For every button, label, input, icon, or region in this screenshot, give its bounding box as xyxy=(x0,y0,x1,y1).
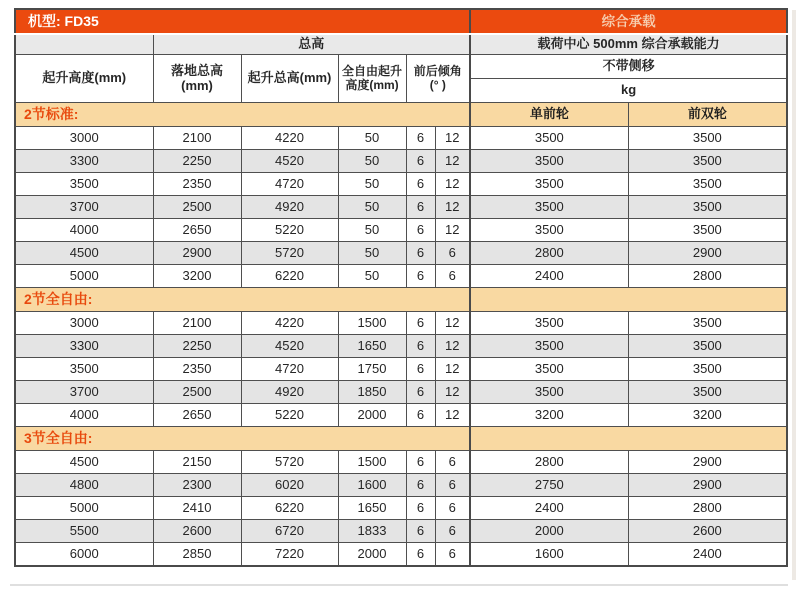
data-cell: 3500 xyxy=(470,196,628,219)
data-cell: 4000 xyxy=(15,219,153,242)
data-cell: 6020 xyxy=(241,474,338,497)
tilt-angle-col-header xyxy=(406,55,470,103)
data-cell: 2600 xyxy=(153,520,241,543)
total-height-group-header: 总高 xyxy=(153,34,470,55)
data-cell: 6 xyxy=(406,219,435,242)
data-cell: 2850 xyxy=(153,543,241,567)
data-cell: 6 xyxy=(406,312,435,335)
data-cell: 12 xyxy=(435,404,470,427)
data-cell: 3500 xyxy=(470,381,628,404)
data-cell: 5000 xyxy=(15,497,153,520)
data-cell: 3200 xyxy=(153,265,241,288)
data-cell: 3200 xyxy=(628,404,787,427)
table-row xyxy=(15,196,787,219)
data-cell: 2750 xyxy=(470,474,628,497)
data-cell: 3500 xyxy=(15,358,153,381)
data-cell: 12 xyxy=(435,381,470,404)
data-cell: 50 xyxy=(338,242,406,265)
combined-capacity-title: 综合承载 xyxy=(470,9,787,34)
data-cell: 2900 xyxy=(628,242,787,265)
data-cell: 5720 xyxy=(241,451,338,474)
data-cell: 6 xyxy=(406,335,435,358)
data-cell: 3500 xyxy=(15,173,153,196)
load-center-header: 载荷中心 500mm 综合承载能力 xyxy=(470,34,787,55)
data-cell: 2800 xyxy=(628,497,787,520)
data-cell: 6 xyxy=(435,242,470,265)
data-cell: 6000 xyxy=(15,543,153,567)
data-cell: 6 xyxy=(406,127,435,150)
data-cell: 5000 xyxy=(15,265,153,288)
extended-overall-height-col-header: 起升总高(mm) xyxy=(241,55,338,103)
section-band-row xyxy=(15,103,787,127)
data-cell: 7220 xyxy=(241,543,338,567)
table-row xyxy=(15,520,787,543)
tilt-line2: (° ) xyxy=(429,77,446,92)
data-cell: 3300 xyxy=(15,335,153,358)
data-cell: 6 xyxy=(435,451,470,474)
section-label: 3节全自由: xyxy=(15,427,470,451)
data-cell: 6 xyxy=(406,451,435,474)
table-row xyxy=(15,543,787,567)
data-cell: 4000 xyxy=(15,404,153,427)
data-cell: 2000 xyxy=(338,404,406,427)
data-cell: 2250 xyxy=(153,150,241,173)
data-cell: 4500 xyxy=(15,242,153,265)
title-row xyxy=(15,9,787,34)
table-row xyxy=(15,219,787,242)
section-band-spacer xyxy=(470,288,787,312)
data-cell: 5720 xyxy=(241,242,338,265)
data-cell: 3700 xyxy=(15,196,153,219)
data-cell: 3500 xyxy=(470,219,628,242)
data-cell: 2000 xyxy=(338,543,406,567)
data-cell: 2650 xyxy=(153,404,241,427)
data-cell: 2900 xyxy=(153,242,241,265)
table-row xyxy=(15,265,787,288)
unit-kg-header: kg xyxy=(470,79,787,103)
table-row xyxy=(15,127,787,150)
data-cell: 12 xyxy=(435,127,470,150)
data-cell: 2900 xyxy=(628,451,787,474)
table-row xyxy=(15,404,787,427)
data-cell: 3500 xyxy=(628,150,787,173)
data-cell: 2500 xyxy=(153,381,241,404)
data-cell: 2300 xyxy=(153,474,241,497)
data-cell: 6 xyxy=(435,265,470,288)
data-cell: 3300 xyxy=(15,150,153,173)
data-cell: 3500 xyxy=(628,196,787,219)
data-cell: 4500 xyxy=(15,451,153,474)
table-row xyxy=(15,150,787,173)
data-cell: 2400 xyxy=(628,543,787,567)
data-cell: 12 xyxy=(435,173,470,196)
data-cell: 3500 xyxy=(628,127,787,150)
data-cell: 3500 xyxy=(470,150,628,173)
data-cell: 6 xyxy=(406,497,435,520)
data-cell: 6 xyxy=(406,173,435,196)
data-cell: 4800 xyxy=(15,474,153,497)
free-lift-height-col-header xyxy=(338,55,406,103)
data-cell: 3500 xyxy=(470,335,628,358)
data-cell: 1500 xyxy=(338,451,406,474)
data-cell: 1650 xyxy=(338,497,406,520)
data-cell: 2150 xyxy=(153,451,241,474)
data-cell: 3200 xyxy=(470,404,628,427)
data-cell: 3500 xyxy=(470,312,628,335)
data-cell: 6720 xyxy=(241,520,338,543)
data-cell: 6 xyxy=(406,520,435,543)
spec-table-container xyxy=(14,8,788,567)
data-cell: 2250 xyxy=(153,335,241,358)
data-cell: 12 xyxy=(435,196,470,219)
data-cell: 6 xyxy=(406,474,435,497)
spec-table-body xyxy=(15,103,787,567)
tilt-line1: 前后倾角 xyxy=(413,63,462,78)
free-lift-line1: 全自由起升 xyxy=(341,63,402,78)
data-cell: 5220 xyxy=(241,404,338,427)
data-cell: 6 xyxy=(406,381,435,404)
data-cell: 1750 xyxy=(338,358,406,381)
data-cell: 50 xyxy=(338,173,406,196)
data-cell: 3500 xyxy=(628,312,787,335)
table-row xyxy=(15,173,787,196)
table-row xyxy=(15,312,787,335)
data-cell: 50 xyxy=(338,127,406,150)
data-cell: 1600 xyxy=(470,543,628,567)
data-cell: 5220 xyxy=(241,219,338,242)
data-cell: 6 xyxy=(406,358,435,381)
data-cell: 3500 xyxy=(628,335,787,358)
data-cell: 6 xyxy=(435,520,470,543)
data-cell: 50 xyxy=(338,265,406,288)
data-cell: 6 xyxy=(406,196,435,219)
data-cell: 50 xyxy=(338,196,406,219)
no-sideshift-header: 不带侧移 xyxy=(470,55,787,79)
ground-overall-height-col-header: 落地总高(mm) xyxy=(153,55,241,103)
data-cell: 1500 xyxy=(338,312,406,335)
data-cell: 12 xyxy=(435,150,470,173)
data-cell: 2000 xyxy=(470,520,628,543)
section-band-row xyxy=(15,427,787,451)
empty-header-cell xyxy=(15,34,153,55)
scan-bottom-line xyxy=(10,584,788,586)
table-row xyxy=(15,474,787,497)
data-cell: 2100 xyxy=(153,312,241,335)
data-cell: 50 xyxy=(338,219,406,242)
table-row xyxy=(15,451,787,474)
section-label: 2节标准: xyxy=(15,103,470,127)
data-cell: 1600 xyxy=(338,474,406,497)
group-header-row xyxy=(15,34,787,55)
data-cell: 6 xyxy=(406,265,435,288)
data-cell: 2800 xyxy=(628,265,787,288)
table-row xyxy=(15,335,787,358)
single-front-wheel-header: 单前轮 xyxy=(470,103,628,127)
data-cell: 3500 xyxy=(470,127,628,150)
section-band-spacer xyxy=(470,427,787,451)
spec-table xyxy=(14,8,788,567)
data-cell: 3500 xyxy=(470,173,628,196)
data-cell: 4720 xyxy=(241,358,338,381)
section-band-row xyxy=(15,288,787,312)
data-cell: 6 xyxy=(435,543,470,567)
front-dual-wheel-header: 前双轮 xyxy=(628,103,787,127)
data-cell: 2410 xyxy=(153,497,241,520)
data-cell: 12 xyxy=(435,312,470,335)
model-title: 机型: FD35 xyxy=(15,9,470,34)
data-cell: 2400 xyxy=(470,265,628,288)
free-lift-line2: 高度(mm) xyxy=(345,77,399,92)
data-cell: 50 xyxy=(338,150,406,173)
data-cell: 2650 xyxy=(153,219,241,242)
data-cell: 3500 xyxy=(470,358,628,381)
section-label: 2节全自由: xyxy=(15,288,470,312)
data-cell: 3500 xyxy=(628,173,787,196)
data-cell: 3700 xyxy=(15,381,153,404)
table-row xyxy=(15,358,787,381)
data-cell: 1833 xyxy=(338,520,406,543)
data-cell: 2800 xyxy=(470,242,628,265)
data-cell: 3000 xyxy=(15,127,153,150)
data-cell: 1850 xyxy=(338,381,406,404)
data-cell: 4220 xyxy=(241,127,338,150)
data-cell: 2400 xyxy=(470,497,628,520)
data-cell: 5500 xyxy=(15,520,153,543)
table-row xyxy=(15,381,787,404)
data-cell: 6220 xyxy=(241,497,338,520)
data-cell: 1650 xyxy=(338,335,406,358)
data-cell: 6 xyxy=(406,242,435,265)
data-cell: 2350 xyxy=(153,173,241,196)
data-cell: 2600 xyxy=(628,520,787,543)
lift-height-col-header: 起升高度(mm) xyxy=(15,55,153,103)
data-cell: 6 xyxy=(406,543,435,567)
data-cell: 4220 xyxy=(241,312,338,335)
data-cell: 12 xyxy=(435,335,470,358)
data-cell: 2800 xyxy=(470,451,628,474)
data-cell: 4520 xyxy=(241,150,338,173)
data-cell: 2100 xyxy=(153,127,241,150)
data-cell: 4720 xyxy=(241,173,338,196)
data-cell: 4920 xyxy=(241,196,338,219)
data-cell: 6220 xyxy=(241,265,338,288)
data-cell: 4920 xyxy=(241,381,338,404)
data-cell: 6 xyxy=(406,150,435,173)
data-cell: 6 xyxy=(435,497,470,520)
spec-table-head xyxy=(15,9,787,103)
data-cell: 2350 xyxy=(153,358,241,381)
data-cell: 4520 xyxy=(241,335,338,358)
data-cell: 12 xyxy=(435,219,470,242)
table-row xyxy=(15,497,787,520)
table-row xyxy=(15,242,787,265)
data-cell: 3500 xyxy=(628,381,787,404)
data-cell: 2900 xyxy=(628,474,787,497)
column-header-row xyxy=(15,55,787,79)
data-cell: 12 xyxy=(435,358,470,381)
data-cell: 6 xyxy=(435,474,470,497)
scan-right-streak xyxy=(792,10,796,580)
data-cell: 2500 xyxy=(153,196,241,219)
data-cell: 6 xyxy=(406,404,435,427)
data-cell: 3500 xyxy=(628,358,787,381)
data-cell: 3500 xyxy=(628,219,787,242)
data-cell: 3000 xyxy=(15,312,153,335)
